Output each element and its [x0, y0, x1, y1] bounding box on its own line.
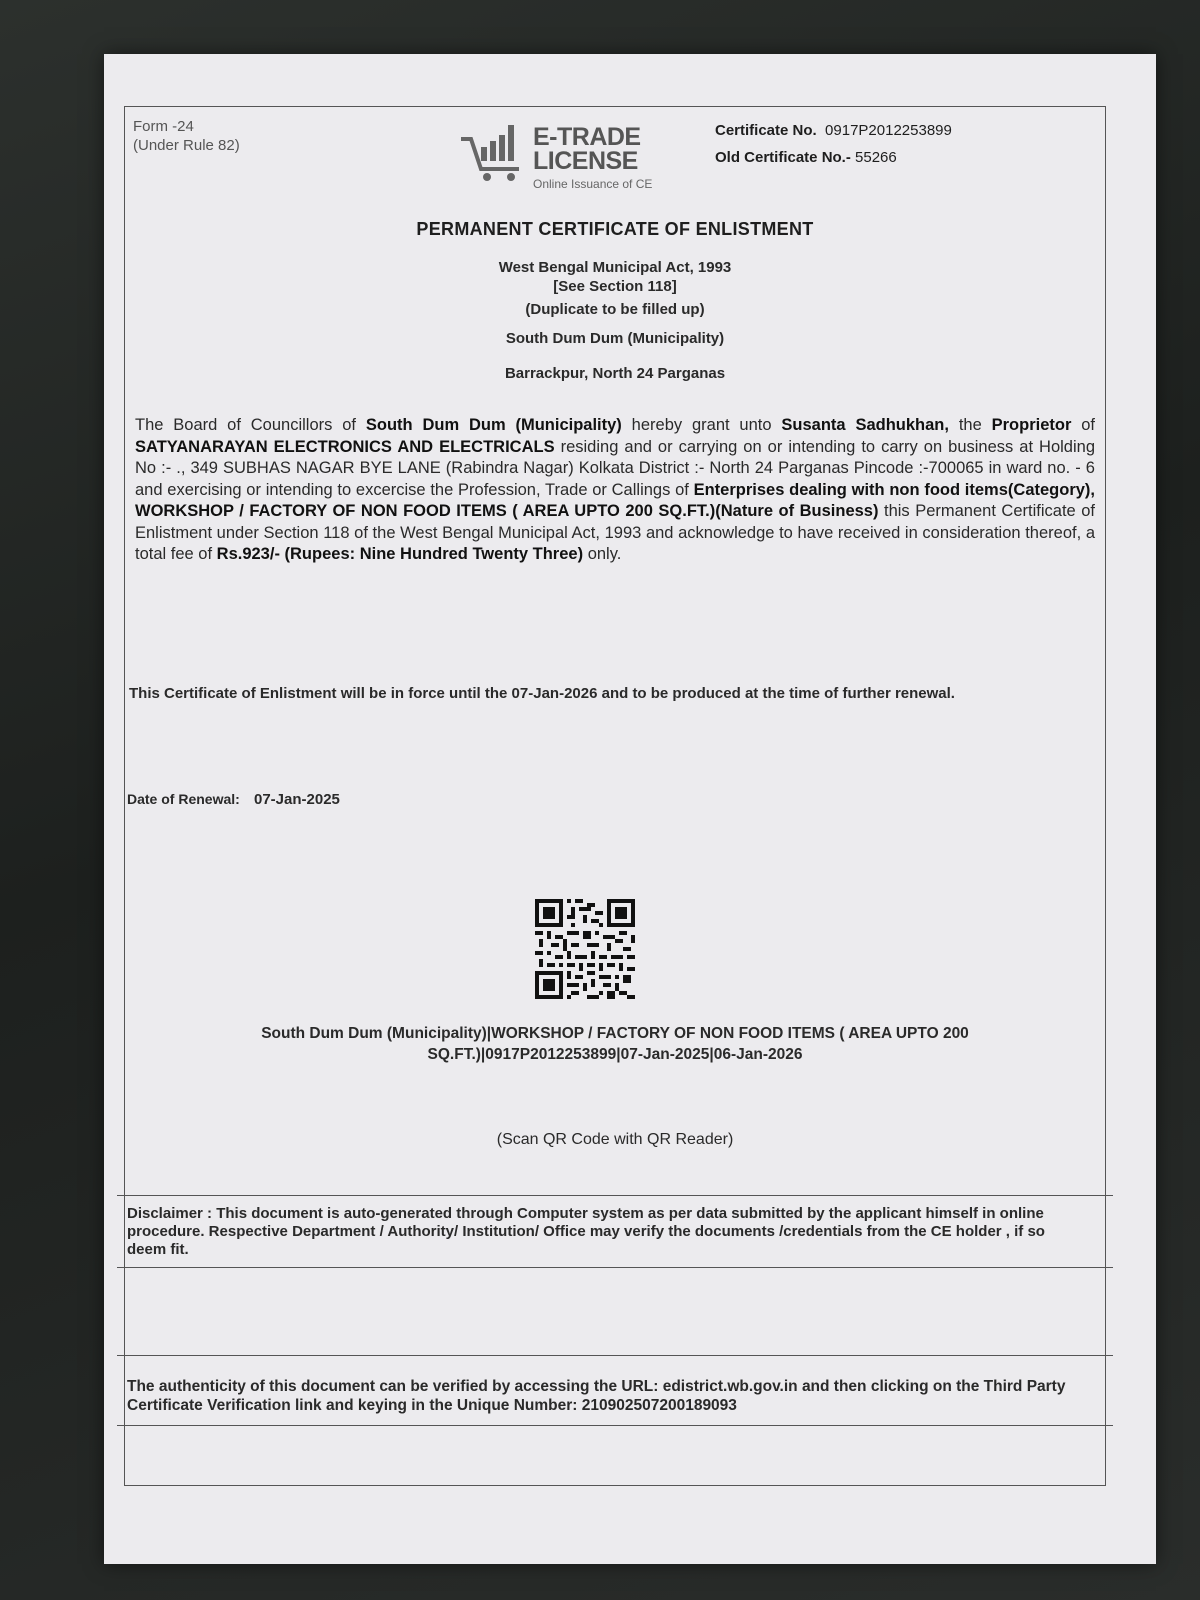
renewal-label: Date of Renewal: — [127, 791, 240, 807]
qr-code-text: South Dum Dum (Municipality)|WORKSHOP / FACTORY OF NON FOOD ITEMS ( AREA UPTO 200 SQ.FT.)|0917P2012253899|07-Jan-2025|06-Jan-2026 — [261, 1025, 969, 1063]
grant-paragraph: The Board of Councillors of South Dum Dum (Municipality) hereby grant unto Susanta Sadhukhan, the Proprietor of SATYANARAYAN ELECTRONICS AND ELECTRICALS residing and or carrying on or intending to carry on business at Holding No :- ., 349 SUBHAS NAGAR BYE LANE (Rabindra Nagar) Kolkata District :- North 24 Parganas Pincode :-700065 in ward no. - 6 and exercising or intending to excercise the Profession, Trade or Callings of Enterprises dealing with non food items(Category), WORKSHOP / FACTORY OF NON FOOD ITEMS ( AREA UPTO 200 SQ.FT.)(Nature of Business) this Permanent Certificate of Enlistment under Section 118 of the West Bengal Municipal Act, 1993 and acknowledge to have received in consideration thereof, a total fee of Rs.923/- (Rupees: Nine Hundred Twenty Three) only. — [135, 416, 1096, 563]
divider — [117, 1267, 1113, 1268]
certificate-sheet — [104, 54, 1156, 1564]
validity-statement: This Certificate of Enlistment will be in force until the 07-Jan-2026 and to be produced at the time of further renewal. — [129, 685, 955, 702]
rule-text: (Under Rule 82) — [133, 137, 240, 154]
page-title: PERMANENT CERTIFICATE OF ENLISTMENT — [416, 219, 814, 239]
qr-code — [535, 899, 635, 999]
renewal-value: 07-Jan-2025 — [253, 791, 340, 808]
divider — [117, 1195, 1113, 1196]
district-name: Barrackpur, North 24 Parganas — [504, 365, 726, 382]
certificate-border — [124, 106, 1106, 1486]
verification-note: The authenticity of this document can be verified by accessing the URL: edistrict.wb.gov.in and then clicking on the Third Party Certificate Verification link and keying in the Unique Number: 210902507200189093 — [127, 1378, 1066, 1414]
form-number — [133, 117, 240, 155]
shopping-cart-icon — [459, 117, 529, 187]
municipality-name: South Dum Dum (Municipality) — [505, 330, 725, 347]
certificate-no: Certificate No. 0917P2012253899 — [715, 122, 952, 139]
act-section: [See Section 118] — [553, 278, 677, 295]
form-no-text: Form -24 — [133, 118, 194, 135]
certificate-numbers — [715, 117, 952, 171]
divider — [117, 1355, 1113, 1356]
duplicate-note: (Duplicate to be filled up) — [525, 301, 705, 318]
divider — [117, 1425, 1113, 1426]
logo-text: E-TRADE LICENSE — [533, 123, 641, 175]
disclaimer: Disclaimer : This document is auto-generated through Computer system as per data submitted by the applicant himself in online procedure. Respective Department / Authority/ Institution/ Office may verify the documents /credentials from the CE holder , if so deem fit. — [127, 1205, 1045, 1258]
act-name: West Bengal Municipal Act, 1993 — [498, 259, 732, 276]
logo-subtitle: Online Issuance of CE — [533, 177, 653, 191]
scan-instruction: (Scan QR Code with QR Reader) — [496, 1131, 734, 1148]
old-certificate-no: Old Certificate No.- 55266 — [715, 149, 897, 166]
renewal-date — [127, 791, 340, 808]
etrade-license-logo — [459, 117, 669, 195]
